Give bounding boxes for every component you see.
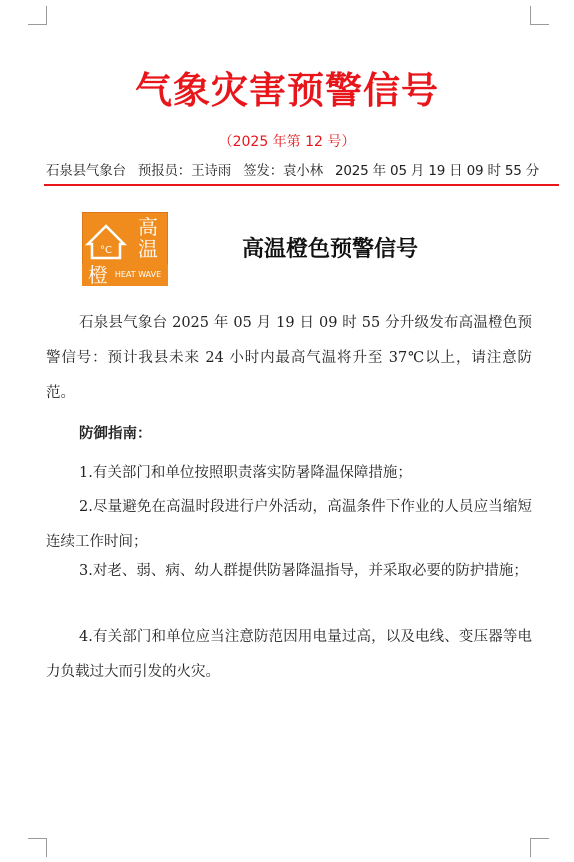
issue-datetime: 2025 年 05 月 19 日 09 时 55 分	[335, 163, 540, 179]
document-title: 气象灾害预警信号	[135, 68, 439, 112]
header-divider	[44, 184, 559, 186]
icon-level-char: 橙	[88, 263, 108, 286]
guide-heading: 防御指南：	[79, 425, 152, 442]
issuer-line	[46, 159, 546, 179]
heat-wave-orange-icon	[82, 212, 168, 286]
signer: 签发：袁小林	[243, 163, 323, 179]
page-corner-mark-top-right	[530, 6, 549, 25]
signal-title: 高温橙色预警信号	[241, 237, 418, 262]
page-corner-mark-bottom-right	[530, 838, 549, 857]
page-corner-mark-bottom-left	[28, 838, 47, 857]
icon-char-temp: 温	[138, 237, 158, 261]
issue-number: （2025 年第 12 号）	[218, 134, 356, 150]
station-name: 石泉县气象台	[46, 163, 126, 179]
guide-item-4: 4.有关部门和单位应当注意防范因用电量过高，以及电线、变压器等电力负载过大而引发的火灾。	[46, 629, 532, 680]
icon-unit-text: °C	[100, 245, 112, 256]
icon-label: HEAT WAVE	[114, 270, 162, 279]
icon-char-high: 高	[138, 215, 158, 239]
guide-item-3: 3.对老、弱、病、幼人群提供防暑降温指导，并采取必要的防护措施；	[79, 563, 528, 579]
forecaster: 预报员：王诗雨	[137, 163, 232, 179]
page-corner-mark-top-left	[28, 6, 47, 25]
intro-paragraph: 石泉县气象台 2025 年 05 月 19 日 09 时 55 分升级发布高温橙色预警信号：预计我县未来 24 小时内最高气温将升至 37℃以上，请注意防范。	[46, 315, 532, 401]
guide-item-2: 2.尽量避免在高温时段进行户外活动，高温条件下作业的人员应当缩短连续工作时间；	[46, 499, 532, 550]
guide-item-1: 1.有关部门和单位按照职责落实防暑降温保障措施；	[79, 465, 412, 481]
